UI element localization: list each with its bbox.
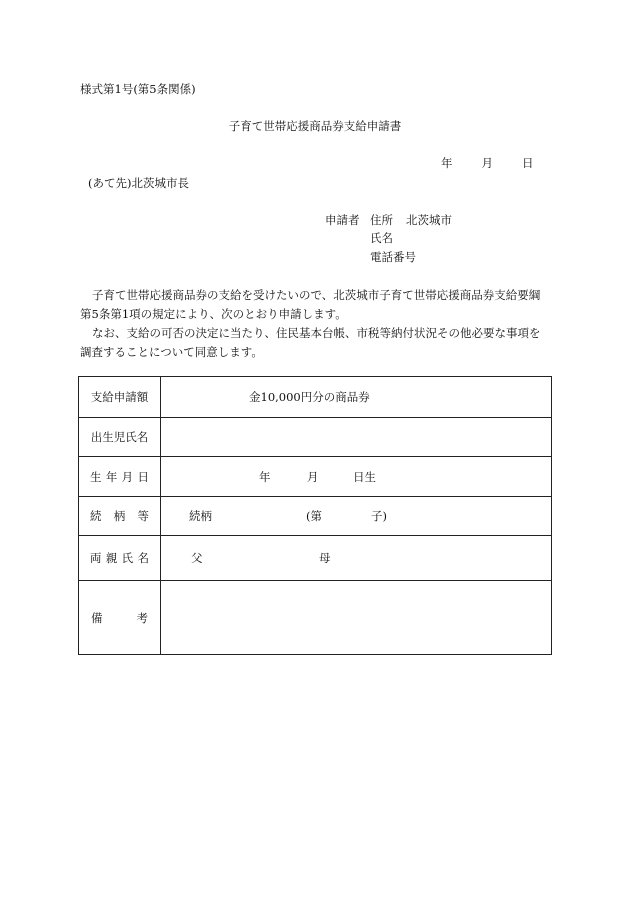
label-char: 生 (90, 469, 102, 484)
date-day: 日 (522, 156, 534, 170)
birth-year: 年 (259, 469, 271, 484)
label-char: 氏 (121, 551, 134, 565)
label-char: 続 (90, 509, 102, 523)
body-line: 第5条第1項の規定により、次のとおり申請します。 (80, 307, 347, 321)
name-label: 氏名 (370, 231, 393, 245)
label-char: 等 (137, 509, 149, 523)
table-row (79, 581, 552, 655)
label-char: 柄 (113, 509, 126, 523)
remarks-cell[interactable] (161, 581, 552, 655)
label-char: 考 (136, 610, 148, 625)
date-month: 月 (481, 156, 493, 170)
applicant-label: 申請者 (325, 213, 360, 227)
address-label: 住所 (370, 213, 393, 227)
label-char: 名 (137, 551, 149, 565)
label-char: 両 (90, 551, 102, 565)
body-line: 調査することについて同意します。 (80, 345, 263, 359)
document-title: 子育て世帯応援商品券支給申請書 (228, 119, 402, 133)
table-row (79, 377, 552, 418)
body-line: なお、支給の可否の決定に当たり、住民基本台帳、市税等納付状況その他必要な事項を (92, 326, 541, 340)
child-name-label: 出生児氏名 (79, 418, 161, 457)
birth-day: 日生 (353, 469, 376, 484)
body-text (80, 286, 550, 362)
label-char: 日 (137, 469, 149, 484)
date-line (441, 155, 534, 171)
table-row (79, 457, 552, 497)
parents-cell[interactable] (161, 536, 552, 581)
label-char: 年 (105, 469, 118, 484)
relation-cell[interactable] (161, 497, 552, 536)
label-char: 月 (121, 469, 134, 484)
table-row (79, 497, 552, 536)
amount-cell[interactable] (161, 377, 552, 418)
relation-label (79, 497, 161, 536)
remarks-label (79, 581, 161, 655)
mother-label: 母 (319, 551, 331, 565)
order-open: (第 (306, 509, 322, 523)
table-row (79, 536, 552, 581)
body-line: 子育て世帯応援商品券の支給を受けたいので、北茨城市子育て世帯応援商品券支給要綱 (92, 288, 541, 302)
date-year: 年 (441, 156, 453, 170)
parents-label (79, 536, 161, 581)
birth-month: 月 (307, 469, 319, 484)
address-city: 北茨城市 (406, 213, 452, 227)
amount-value: 金10,000円分の商品券 (249, 390, 370, 404)
phone-label: 電話番号 (370, 250, 416, 264)
addressee: (あて先)北茨城市長 (88, 176, 189, 190)
application-table (78, 376, 552, 655)
table-row (79, 418, 552, 457)
birthdate-label (79, 457, 161, 497)
amount-label: 支給申請額 (79, 377, 161, 418)
father-label: 父 (191, 551, 203, 565)
child-name-cell[interactable] (161, 418, 552, 457)
order-close: 子) (371, 509, 387, 523)
form-number: 様式第1号(第5条関係) (80, 82, 196, 96)
relation-value: 続柄 (189, 509, 212, 523)
label-char: 親 (105, 551, 118, 565)
label-char: 備 (91, 610, 103, 625)
birthdate-cell[interactable] (161, 457, 552, 497)
